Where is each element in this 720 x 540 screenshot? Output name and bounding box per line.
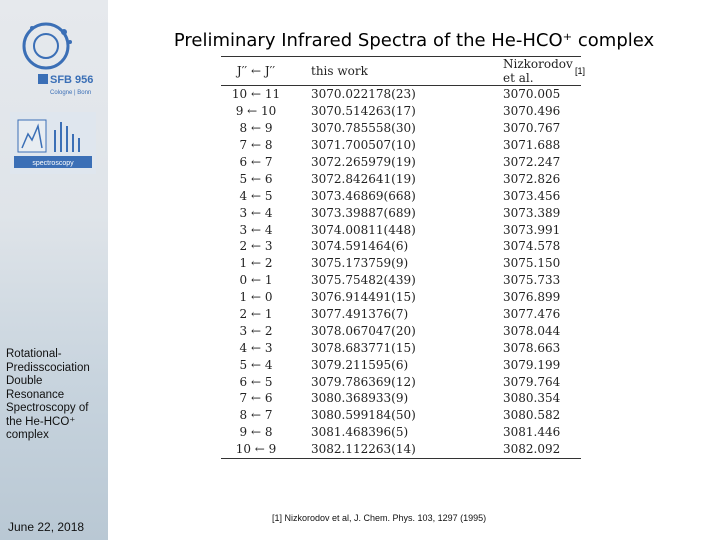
column-header-transition: J′′ ← J′′	[221, 57, 291, 86]
table-row	[221, 356, 581, 373]
this-work-cell: 3074.00811(448)	[311, 222, 416, 237]
table-header-row	[221, 57, 581, 86]
this-work-cell: 3078.067047(20)	[311, 323, 416, 338]
nizkorodov-cell: 3070.496	[503, 104, 561, 119]
transition-cell: 9 ← 8	[239, 425, 273, 440]
table-row	[221, 221, 581, 238]
this-work-cell: 3071.700507(10)	[311, 138, 416, 153]
sidebar	[0, 0, 108, 540]
transition-cell: 7 ← 6	[239, 391, 273, 406]
this-work-cell: 3070.785558(30)	[311, 121, 416, 136]
this-work-cell: 3080.599184(50)	[311, 408, 416, 423]
nizkorodov-cell: 3082.092	[483, 441, 581, 458]
nizkorodov-cell: 3080.354	[503, 391, 561, 406]
this-work-cell: 3075.173759(9)	[311, 256, 409, 271]
this-work-cell: 3077.491376(7)	[311, 307, 409, 322]
reference-marker: [1]	[575, 66, 586, 76]
this-work-cell: 3072.265979(19)	[311, 155, 416, 169]
transition-cell: 3 ← 2	[239, 323, 273, 338]
sfb-logo-text: SFB 956	[50, 74, 94, 86]
nizkorodov-cell: 3073.991	[503, 222, 561, 237]
table-row	[221, 441, 581, 458]
nizkorodov-cell: 3079.764	[503, 374, 561, 389]
table-row	[221, 407, 581, 424]
this-work-cell: 3082.112263(14)	[291, 441, 483, 458]
transition-cell: 5 ← 4	[239, 357, 273, 372]
table-row	[221, 86, 581, 103]
this-work-cell: 3080.368933(9)	[311, 391, 409, 406]
transition-cell: 2 ← 3	[239, 239, 273, 254]
nizkorodov-cell: 3081.446	[503, 425, 561, 440]
table-row	[221, 322, 581, 339]
nizkorodov-cell: 3072.247	[503, 155, 561, 169]
nizkorodov-cell: 3073.456	[503, 188, 561, 203]
nizkorodov-cell: 3072.826	[503, 171, 561, 186]
nizkorodov-cell: 3073.389	[503, 205, 561, 220]
table-row	[221, 306, 581, 323]
nizkorodov-cell: 3075.150	[503, 256, 561, 271]
this-work-cell: 3070.514263(17)	[311, 104, 416, 119]
this-work-cell: 3070.022178(23)	[311, 87, 416, 102]
table-row	[221, 137, 581, 154]
this-work-cell: 3079.786369(12)	[311, 374, 416, 389]
column-header-nizkorodov: Nizkorodov et al.	[483, 57, 581, 86]
transition-cell: 4 ← 5	[239, 188, 273, 203]
sfb-logo-subtext: Cologne | Bonn	[50, 90, 92, 96]
table-row	[221, 120, 581, 137]
table-row	[221, 154, 581, 171]
nizkorodov-cell: 3075.733	[503, 273, 561, 288]
transition-cell: 6 ← 5	[239, 374, 273, 389]
nizkorodov-cell: 3070.767	[503, 121, 561, 136]
this-work-cell: 3078.683771(15)	[311, 340, 416, 355]
transition-cell: 7 ← 8	[239, 138, 273, 153]
slide-title: Preliminary Infrared Spectra of the He-HCO⁺ complex	[173, 30, 655, 51]
transition-cell: 9 ← 10	[235, 104, 277, 119]
spectra-table	[221, 56, 581, 459]
nizkorodov-cell: 3080.582	[503, 408, 561, 423]
nizkorodov-cell: 3077.476	[503, 307, 561, 322]
table-row	[221, 373, 581, 390]
transition-cell: 1 ← 0	[239, 290, 273, 305]
transition-cell: 0 ← 1	[239, 273, 273, 288]
this-work-cell: 3074.591464(6)	[311, 239, 409, 254]
nizkorodov-cell: 3074.578	[503, 239, 561, 254]
this-work-cell: 3075.75482(439)	[311, 273, 416, 288]
nizkorodov-cell: 3070.005	[503, 87, 561, 102]
transition-cell: 3 ← 4	[239, 205, 273, 220]
transition-cell: 10 ← 9	[221, 441, 291, 458]
sfb-logo-icon	[8, 12, 100, 104]
nizkorodov-cell: 3071.688	[503, 138, 561, 153]
column-header-this-work: this work	[291, 57, 483, 86]
table-row	[221, 255, 581, 272]
transition-cell: 1 ← 2	[239, 256, 273, 271]
table-row	[221, 103, 581, 120]
nizkorodov-cell: 3076.899	[503, 290, 561, 305]
nizkorodov-cell: 3079.199	[503, 357, 561, 372]
transition-cell: 6 ← 7	[239, 155, 273, 169]
this-work-cell: 3073.39887(689)	[311, 205, 416, 220]
table-row	[221, 187, 581, 204]
transition-cell: 8 ← 7	[239, 408, 273, 423]
spectroscopy-logo-icon	[10, 112, 96, 174]
footnote: [1] Nizkorodov et al, J. Chem. Phys. 103, 1297 (1995)	[272, 513, 487, 523]
transition-cell: 4 ← 3	[239, 340, 273, 355]
transition-cell: 5 ← 6	[239, 171, 273, 186]
transition-cell: 3 ← 4	[239, 222, 273, 237]
table-row	[221, 272, 581, 289]
nizkorodov-cell: 3078.663	[503, 340, 561, 355]
table-row	[221, 390, 581, 407]
table-row	[221, 339, 581, 356]
table-row	[221, 170, 581, 187]
presentation-date: June 22, 2018	[8, 520, 85, 534]
this-work-cell: 3076.914491(15)	[311, 290, 416, 305]
this-work-cell: 3072.842641(19)	[311, 171, 416, 186]
this-work-cell: 3079.211595(6)	[311, 357, 409, 372]
spectra-table-container	[221, 56, 581, 500]
presentation-title: Rotational-Predisscociation Double Resonance Spectroscopy of the He-HCO⁺ complex	[6, 348, 90, 441]
transition-cell: 8 ← 9	[239, 121, 273, 136]
table-row	[221, 424, 581, 441]
this-work-cell: 3081.468396(5)	[311, 425, 409, 440]
spectroscopy-logo-text: spectroscopy	[32, 160, 74, 167]
this-work-cell: 3073.46869(668)	[311, 188, 416, 203]
transition-cell: 2 ← 1	[239, 307, 273, 322]
table-row	[221, 204, 581, 221]
table-row	[221, 238, 581, 255]
transition-cell: 10 ← 11	[231, 87, 281, 102]
table-row	[221, 289, 581, 306]
nizkorodov-cell: 3078.044	[503, 323, 561, 338]
